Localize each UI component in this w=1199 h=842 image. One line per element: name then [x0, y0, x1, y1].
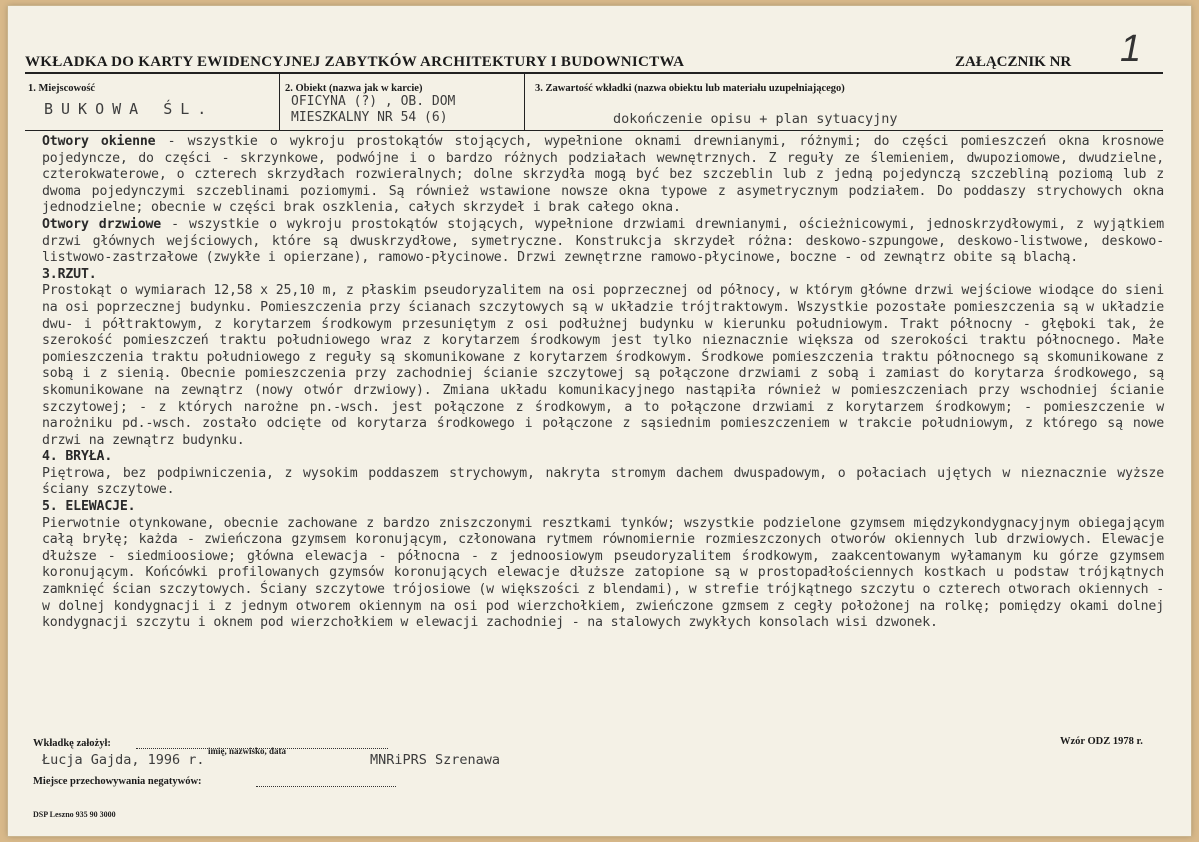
heading-doors: Otwory drzwiowe [42, 216, 162, 232]
text-elevations: Pierwotnie otynkowane, obecnie zachowane z bardzo zniszczonymi resztkami tynków; wszystkie podzielone gzymsem międzykondygnacyjnym obiegającym całą bryłę; każda - zwieńczona gzymsem koronującym, członowana rytmem równomiernie rozmieszczonych otworów okiennych lub drzwiowych. Elewacje dłuższe - siedmioosiowe; główna elewacja - północna - z jednoosiowym pseudoryzalitem środkowym, zaakcentowanym wyłamanym ku górze gzymsem koronującym. Końcówki profilowanych gzymsów koronujących elewacje dłuższe zatopione są w prostopadłościennych kostkach u podstaw trójkątnych zamknięć ścian szczytowych. Ściany szczytowe trójosiowe (w większości z blendami), w strefie trójkątnego szczytu o czterech otworach okiennych - w dolnej kondygnacji i z jednym otworem okiennym na osi pod wierzchołkiem, zwieńczone gzmsem z cegły położonej na rolkę; pomiędzy okami dolnej kondygnacji szczytu i oknem pod wierzchołkiem w elewacji zachodniej - na stalowych zwykłych konsolach wisi dzwonek. [42, 515, 1164, 631]
text-mass: Piętrowa, bez podpiwniczenia, z wysokim poddaszem strychowym, nakryta stromym dachem dwuspadowym, o połaciach ujętych w nieznacznie wyższe ściany szczytowe. [42, 465, 1164, 498]
heading-plan: 3.RZUT. [42, 266, 97, 282]
storage-label: Miejsce przechowywania negatywów: [33, 776, 202, 787]
place-label: 1. Miejscowość [28, 83, 96, 94]
text-windows: - wszystkie o wykroju prostokątów stojących, wypełnione oknami drewnianymi, różnymi; do części pomieszczeń okna krosnowe pojedyncze, do części - skrzynkowe, podwójne i o bardzo różnych podziałach wewnętrznych. Z reguły ze ślemieniem, dwupoziomowe, dwudzielne, czterokwaterowe, o czterech skrzydłach rozwieralnych; dolne skrzydła mogą być bez szczeblin lub z jedną pojedynczą szczebliną poziomą lub z dwoma pojedynczymi szczeblinami poziomymi. Są również wstawione nowsze okna typowe z asymetrycznym podziałem. Do poddaszy strychowych okna jednodzielne; obecnie w części brak oszklenia, całych skrzydeł i brak całego okna. [42, 134, 1164, 216]
annex-label: ZAŁĄCZNIK NR [955, 54, 1072, 70]
content-label: 3. Zawartość wkładki (nazwa obiektu lub materiału uzupełniającego) [535, 83, 845, 94]
object-line-1: OFICYNA (?) , OB. DOM [291, 94, 456, 109]
annex-number: 1 [1120, 28, 1142, 70]
form-reference: Wzór ODZ 1978 r. [1060, 736, 1143, 747]
made-by-label: Wkładkę założył: [33, 738, 111, 749]
object-line-2: MIESZKALNY NR 54 (6) [291, 110, 448, 125]
paragraph-doors [42, 217, 1164, 267]
object-label: 2. Obiekt (nazwa jak w karcie) [285, 83, 423, 94]
heading-elevations: 5. ELEWACJE. [42, 499, 136, 515]
made-by-value: Łucja Gajda, 1996 r. [42, 752, 205, 768]
made-by-hint: imię, nazwisko, data [208, 746, 287, 756]
record-card [8, 6, 1191, 836]
paragraph-windows [42, 134, 1164, 217]
description-body [42, 134, 1164, 632]
heading-windows: Otwory okienne [42, 134, 156, 149]
header-bottom-rule [25, 130, 1163, 131]
storage-line [256, 786, 396, 787]
header-divider-1 [279, 74, 280, 130]
print-reference: DSP Leszno 935 90 3000 [33, 810, 116, 819]
heading-mass: 4. BRYŁA. [42, 449, 113, 465]
text-plan: Prostokąt o wymiarach 12,58 x 25,10 m, z płaskim pseudoryzalitem na osi poprzecznej od północy, w którym główne drzwi wejściowe wiodące do sieni na osi poprzecznej budynku. Pomieszczenia przy ścianach szczytowych są w układzie trójtraktowym. Wszystkie pozostałe pomieszczenia są w układzie dwu- i półtraktowym, z korytarzem środkowym przesuniętym z osi podłużnej budynku w kierunku południowym. Trakt północny - głęboki tak, że szerokość pomieszczeń traktu południowego wraz z korytarzem środkowym jest tylko nieznacznie większa od szerokości traktu północnego. Małe pomieszczenia traktu południowego z reguły są skomunikowane z korytarzem środkowym. Środkowe pomieszczenia traktu północnego są skomunikowane z sobą i z sienią. Obecnie pomieszczenia przy zachodniej ścianie szczytowej są połączone drzwiami z sobą i zamiast do korytarza środkowego, są skomunikowane na zewnątrz (nowy otwór drzwiowy). Zmiana układu komunikacyjnego nastąpiła również w pomieszczeniach przy wschodniej ścianie szczytowej; - z których narożne pn.-wsch. jest połączone z środkowym, a to połączone drzwiami z korytarzem środkowym; - pomieszczenie w narożniku pd.-wsch. zostało odcięte od korytarza środkowego i połączone z sąsiednim pomieszczeniem w trakcie południowym, z którego są nowe drzwi na zewnątrz budynku. [42, 283, 1164, 448]
header-top-rule [25, 72, 1163, 74]
card-title: WKŁADKA DO KARTY EWIDENCYJNEJ ZABYTKÓW ARCHITEKTURY I BUDOWNICTWA [25, 54, 685, 70]
text-doors: - wszystkie o wykroju prostokątów stojących, wypełnione drzwiami drewnianymi, ościeżnicowymi, jednoskrzydłowymi, z wyjątkiem drzwi głównych wejściowych, które są dwuskrzydłowe, symetryczne. Konstrukcja skrzydeł różna: deskowo-szpungowe, deskowo-listwowe, deskowo-listwowo-zastrzałowe (zwykłe i opierzane), ramowo-płycinowe. Drzwi zewnętrzne ramowo-płycinowe, boczne - od zewnątrz obite są blachą. [42, 216, 1164, 266]
header-divider-2 [524, 74, 525, 130]
content-value: dokończenie opisu + plan sytuacyjny [613, 111, 898, 127]
place-value: BUKOWA ŚL. [44, 100, 215, 118]
institution-value: MNRiPRS Szrenawa [370, 752, 501, 768]
